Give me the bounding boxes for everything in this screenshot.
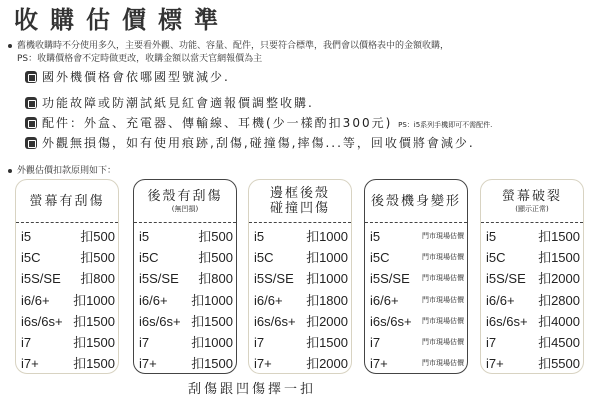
- deduction: 扣1000: [191, 292, 233, 308]
- price-row: [16, 311, 118, 332]
- deduction: 扣2000: [306, 313, 348, 329]
- deduction: 扣1500: [191, 356, 233, 372]
- model: i6/6+: [370, 292, 399, 308]
- model: i7: [21, 335, 32, 351]
- page-title: 收購估價標準: [14, 6, 230, 34]
- card-header: [16, 180, 118, 223]
- deduction: 扣5500: [538, 356, 580, 372]
- model: i6s/6s+: [254, 313, 296, 329]
- deduction: 扣2000: [538, 271, 580, 287]
- price-row: [365, 290, 467, 311]
- model: i6s/6s+: [370, 313, 412, 329]
- deduction: 扣1500: [191, 313, 233, 329]
- deduction: 扣1000: [306, 271, 348, 287]
- price-row: [134, 332, 236, 353]
- deduction: 扣1500: [73, 356, 115, 372]
- card-subtitle: (顯示正常): [515, 204, 549, 213]
- model: i7+: [254, 356, 272, 372]
- model: i5: [139, 229, 150, 245]
- note-2: PS：收購價格會不定時做更改，收購金額以當天官網報價為主: [17, 54, 263, 64]
- price-row: [16, 353, 118, 374]
- deduction-note: [8, 163, 116, 176]
- rule-text: 外觀無損傷，如有使用痕跡,刮傷,碰撞傷,摔傷...等，回收價將會減少.: [42, 136, 475, 150]
- model: i5C: [21, 250, 41, 266]
- price-row: [481, 290, 583, 311]
- deduction: 扣1800: [306, 292, 348, 308]
- card-title-2: 碰撞凹傷: [269, 201, 330, 216]
- footer-note: 刮傷跟凹傷擇一扣: [188, 382, 317, 397]
- note-text: 舊機收購時不分使用多久，主要看外觀、功能、容量、配件，只要符合標準，我們會以價格表中的金額收購，: [17, 41, 450, 51]
- deduction: 扣1000: [306, 229, 348, 245]
- card-subtitle: (無凹損): [171, 204, 199, 213]
- card-header: [249, 180, 351, 223]
- model: i6/6+: [254, 292, 283, 308]
- model: i5C: [370, 250, 390, 266]
- model: i6/6+: [139, 292, 168, 308]
- price-row: [249, 311, 351, 332]
- price-row: [249, 268, 351, 289]
- model: i5: [370, 229, 381, 245]
- note-1: [8, 38, 449, 51]
- deduction: 門市現場估價: [422, 275, 464, 283]
- model: i7: [139, 335, 150, 351]
- price-row: [16, 332, 118, 353]
- deduction: 扣2800: [538, 292, 580, 308]
- rule-text: 配件：外盒、充電器、傳輸線、耳機(少一樣酌扣300元): [42, 116, 393, 130]
- deduction: 扣1500: [306, 335, 348, 351]
- rule-item: [25, 134, 475, 151]
- deduction: 扣800: [80, 271, 115, 287]
- price-row: [134, 353, 236, 374]
- deduction: 扣500: [80, 229, 115, 245]
- price-row: [365, 268, 467, 289]
- model: i5: [486, 229, 497, 245]
- price-row: [134, 226, 236, 247]
- rule-item: [25, 94, 314, 111]
- model: i5C: [486, 250, 506, 266]
- card-header: [134, 180, 236, 223]
- price-card: [248, 179, 352, 374]
- model: i5S/SE: [254, 271, 294, 287]
- price-row: [481, 353, 583, 374]
- deduction: 扣1500: [538, 229, 580, 245]
- rule-text: 國外機價格會依哪國型號減少.: [42, 70, 230, 84]
- price-row: [249, 290, 351, 311]
- accessory-icon: [25, 117, 37, 129]
- model: i7+: [486, 356, 504, 372]
- model: i6/6+: [486, 292, 515, 308]
- card-title: 後殼有刮傷: [147, 188, 223, 204]
- deduction: 扣500: [198, 229, 233, 245]
- deduction: 扣2000: [306, 356, 348, 372]
- model: i5S/SE: [139, 271, 179, 287]
- price-row: [16, 226, 118, 247]
- foreign-icon: [25, 71, 37, 83]
- model: i5S/SE: [486, 271, 526, 287]
- price-row: [481, 332, 583, 353]
- model: i7+: [21, 356, 39, 372]
- card-title: 後殼機身變形: [370, 193, 461, 209]
- price-row: [365, 332, 467, 353]
- price-row: [134, 268, 236, 289]
- deduction: 扣1000: [306, 250, 348, 266]
- model: i7: [370, 335, 381, 351]
- price-row: [481, 311, 583, 332]
- deduction: 扣800: [198, 271, 233, 287]
- deduction: 門市現場估價: [422, 254, 464, 262]
- price-card: [364, 179, 468, 374]
- deduction: 扣1500: [538, 250, 580, 266]
- card-title: 螢幕破裂: [501, 188, 562, 204]
- model: i7: [486, 335, 497, 351]
- deduction: 扣1000: [191, 335, 233, 351]
- price-row: [481, 247, 583, 268]
- price-row: [481, 268, 583, 289]
- price-row: [134, 290, 236, 311]
- price-row: [481, 226, 583, 247]
- model: i6s/6s+: [486, 313, 528, 329]
- deduction: 門市現場估價: [422, 317, 464, 325]
- price-row: [365, 226, 467, 247]
- deduction: 門市現場估價: [422, 296, 464, 304]
- deduction: 門市現場估價: [422, 233, 464, 241]
- deduction: 門市現場估價: [422, 360, 464, 368]
- model: i5S/SE: [370, 271, 410, 287]
- rule-small-text: PS：i5系列手機即可不需配件.: [398, 121, 493, 129]
- deduction: 扣500: [80, 250, 115, 266]
- model: i6s/6s+: [139, 313, 181, 329]
- price-row: [249, 332, 351, 353]
- deduction-note-text: 外觀估價扣款原則如下：: [17, 166, 117, 176]
- deduction: 扣1500: [73, 335, 115, 351]
- rule-text: 功能故障或防潮試紙見紅會適報價調整收購.: [42, 96, 314, 110]
- deduction: 扣1000: [73, 292, 115, 308]
- card-title: 邊框後殼: [269, 186, 330, 201]
- deduction: 扣500: [198, 250, 233, 266]
- card-header: [365, 180, 467, 223]
- model: i5: [254, 229, 265, 245]
- model: i5S/SE: [21, 271, 61, 287]
- price-row: [134, 247, 236, 268]
- model: i5: [21, 229, 32, 245]
- deduction: 扣1500: [73, 313, 115, 329]
- model: i6s/6s+: [21, 313, 63, 329]
- price-row: [16, 268, 118, 289]
- price-card: [15, 179, 119, 374]
- model: i5C: [254, 250, 274, 266]
- deduction: 扣4000: [538, 313, 580, 329]
- price-card: [133, 179, 237, 374]
- price-row: [249, 226, 351, 247]
- model: i7+: [139, 356, 157, 372]
- appearance-icon: [25, 137, 37, 149]
- model: i6/6+: [21, 292, 50, 308]
- price-row: [365, 353, 467, 374]
- price-row: [16, 247, 118, 268]
- function-icon: [25, 97, 37, 109]
- price-row: [249, 247, 351, 268]
- price-row: [365, 311, 467, 332]
- price-card: [480, 179, 584, 374]
- price-row: [365, 247, 467, 268]
- model: i7: [254, 335, 265, 351]
- rule-item: [25, 114, 492, 131]
- card-title: 螢幕有刮傷: [29, 193, 105, 209]
- price-row: [249, 353, 351, 374]
- card-header: [481, 180, 583, 223]
- price-row: [134, 311, 236, 332]
- deduction: 扣4500: [538, 335, 580, 351]
- model: i5C: [139, 250, 159, 266]
- model: i7+: [370, 356, 388, 372]
- deduction: 門市現場估價: [422, 339, 464, 347]
- rule-item: [25, 68, 230, 85]
- price-row: [16, 290, 118, 311]
